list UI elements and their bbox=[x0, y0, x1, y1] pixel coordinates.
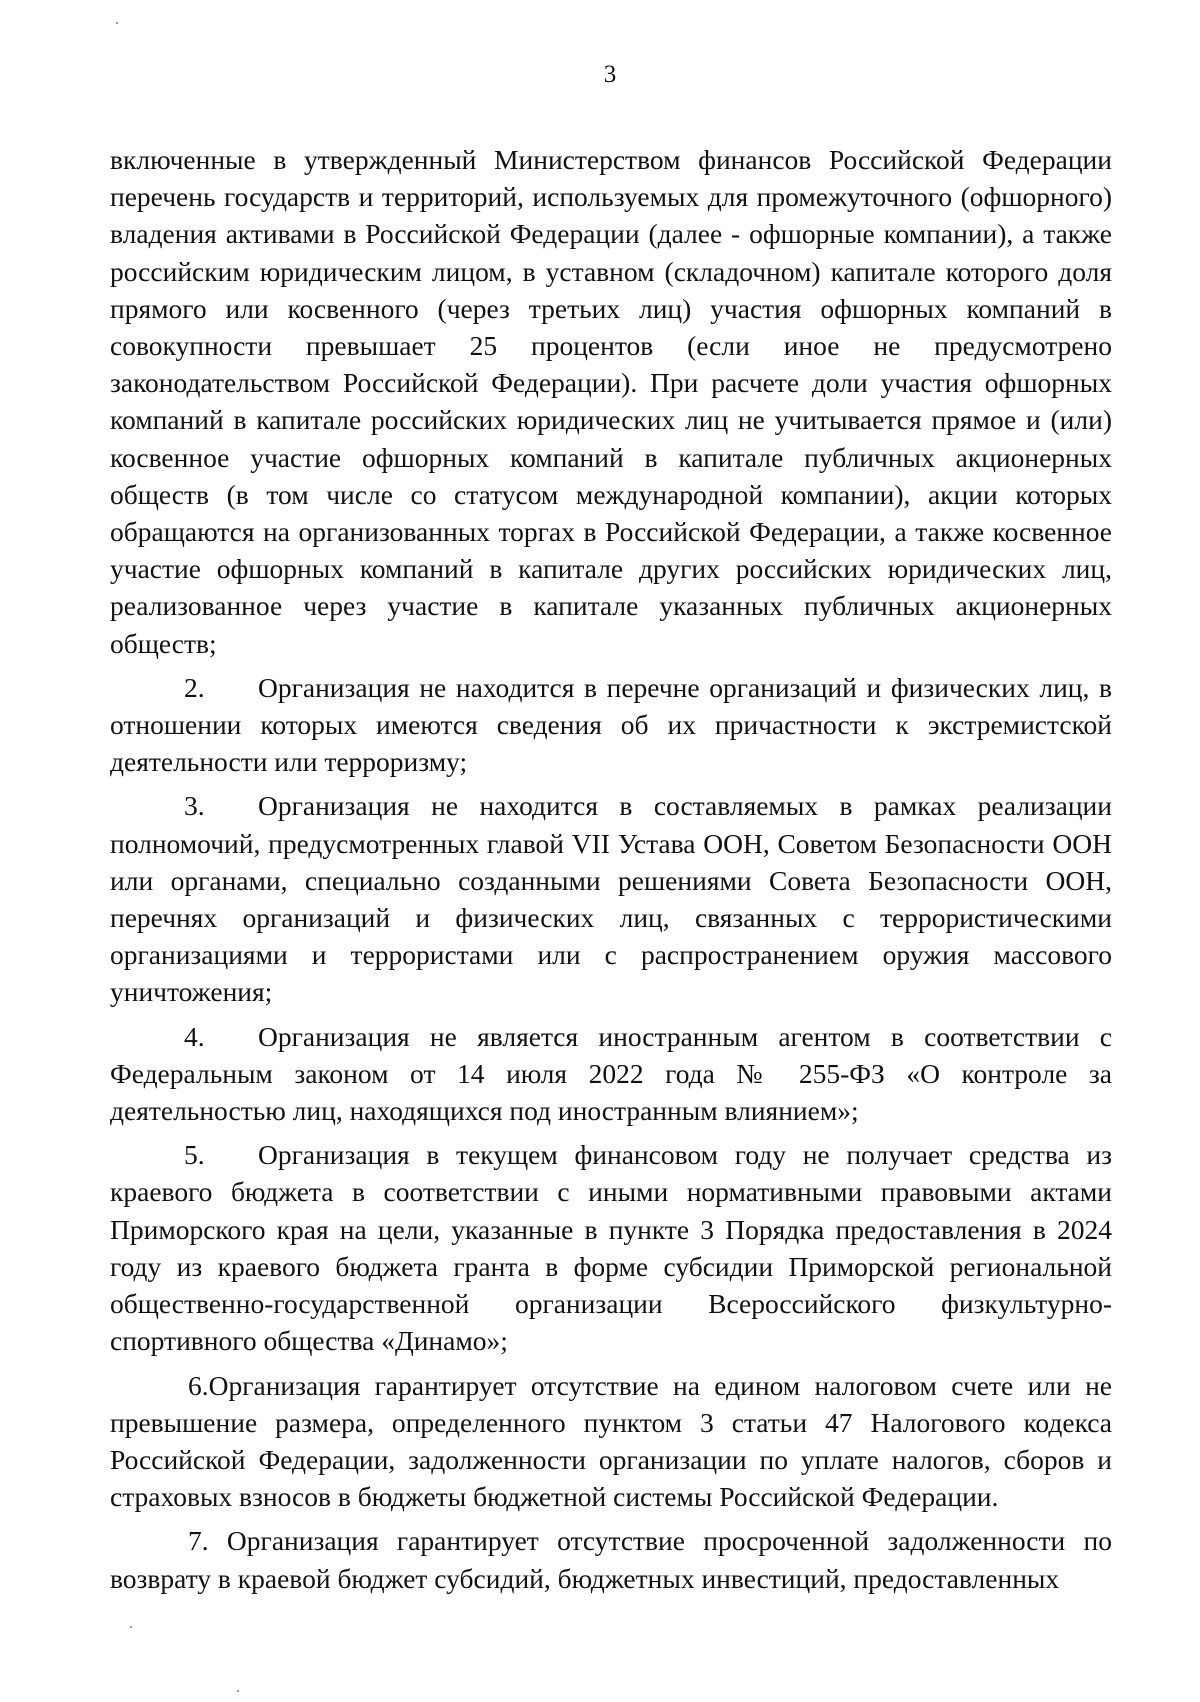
scan-speck bbox=[237, 1690, 239, 1692]
document-body bbox=[110, 141, 1112, 1597]
item-number: 4. bbox=[184, 1020, 205, 1052]
paragraph-text: Организация в текущем финансовом году не получает средства из краевого бюджета в соответствии с иными нормативными правовыми актами Приморского края на цели, указанные в пункте 3 Порядка предоставления в 2024 году из краевого бюджета гранта в форме субсидии Приморской региональной общественно-государственной организации Всероссийского физкультурно-спортивного общества «Динамо»; bbox=[110, 1139, 1112, 1357]
item-number: 3. bbox=[184, 790, 205, 822]
item-number: 2. bbox=[184, 671, 205, 703]
paragraph-text: 7. Организация гарантирует отсутствие просроченной задолженности по возврату в краевой бюджет субсидий, бюджетных инвестиций, предоставленных bbox=[110, 1525, 1112, 1594]
paragraph-item-6 bbox=[110, 1367, 1112, 1516]
paragraph-item-5 bbox=[110, 1136, 1112, 1359]
item-number: 5. bbox=[184, 1139, 205, 1171]
paragraph-text: 6.Организация гарантирует отсутствие на едином налоговом счете или не превышение размера, определенного пунктом 3 статьи 47 Налогового кодекса Российской Федерации, задолженности организации по уплате налогов, сборов и страховых взносов в бюджеты бюджетной системы Российской Федерации. bbox=[110, 1369, 1112, 1513]
page-number: 3 bbox=[603, 61, 617, 88]
paragraph-text: Организация не является иностранным агентом в соответствии с Федеральным законом от 14 июля 2022 года № 255-ФЗ «О контроле за деятельностью лиц, находящихся под иностранным влиянием»; bbox=[110, 1020, 1112, 1127]
paragraph-item-2 bbox=[110, 669, 1112, 781]
paragraph-item-3 bbox=[110, 787, 1112, 1010]
paragraph-continuation bbox=[110, 141, 1112, 662]
scan-speck bbox=[116, 22, 118, 24]
paragraph-text: включенные в утвержденный Министерством финансов Российской Федерации перечень государств и территорий, используемых для промежуточного (офшорного) владения активами в Российской Федерации (далее - офшорные компании), а также российским юридическим лицом, в уставном (складочном) капитале которого доля прямого или косвенного (через третьих лиц) участия офшорных компаний в совокупности превышает 25 процентов (если иное не предусмотрено законодательством Российской Федерации). При расчете доли участия офшорных компаний в капитале российских юридических лиц не учитывается прямое и (или) косвенное участие офшорных компаний в капитале публичных акционерных обществ (в том числе со статусом международной компании), акции которых обращаются на организованных торгах в Российской Федерации, а также косвенное участие офшорных компаний в капитале других российских юридических лиц, реализованное через участие в капитале указанных публичных акционерных обществ; bbox=[110, 144, 1112, 659]
paragraph-text: Организация не находится в составляемых в рамках реализации полномочий, предусмотренных главой VII Устава ООН, Советом Безопасности ООН или органами, специально созданными решениями Совета Безопасности ООН, перечнях организаций и физических лиц, связанных с террористическими организациями и террористами или с распространением оружия массового уничтожения; bbox=[110, 790, 1112, 1008]
scan-speck bbox=[130, 1626, 132, 1628]
paragraph-text: Организация не находится в перечне организаций и физических лиц, в отношении которых имеются сведения об их причастности к экстремистской деятельности или терроризму; bbox=[110, 671, 1112, 778]
paragraph-item-7 bbox=[110, 1522, 1112, 1596]
paragraph-item-4 bbox=[110, 1018, 1112, 1130]
